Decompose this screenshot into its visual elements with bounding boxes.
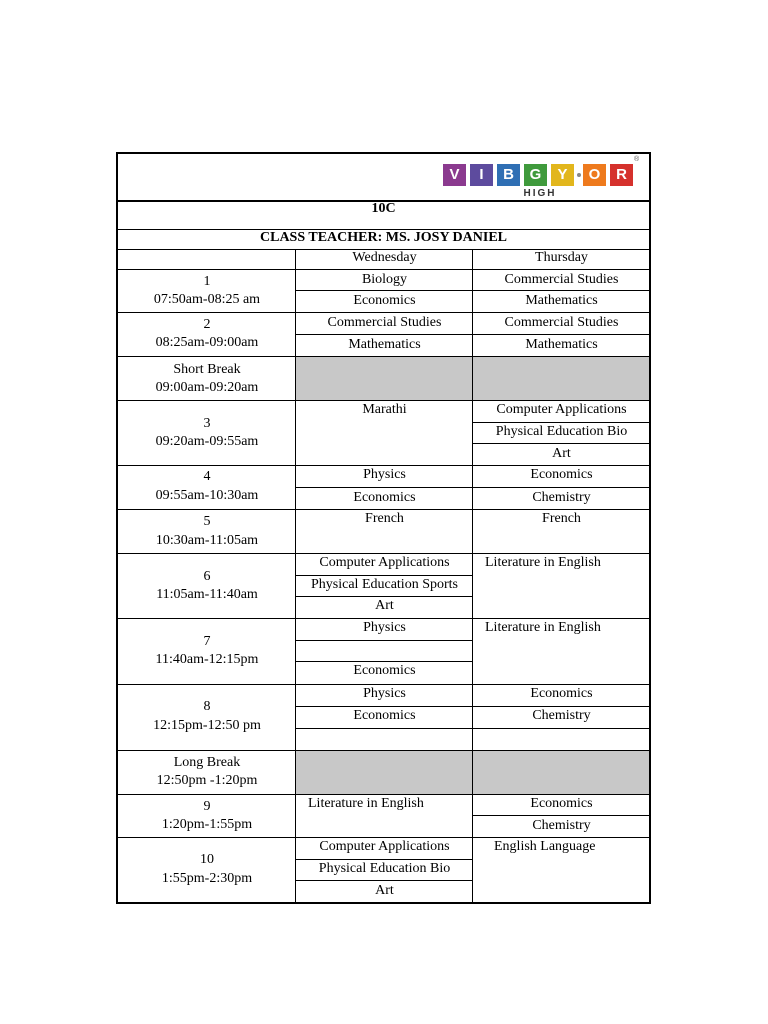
grid-line bbox=[118, 837, 649, 838]
wed-p2-subject-1: Commercial Studies bbox=[327, 315, 442, 330]
wed-p9-subject-1: Literature in English bbox=[308, 796, 424, 811]
period-1-number: 1 bbox=[203, 274, 211, 289]
short-break-cell-wednesday bbox=[296, 357, 472, 400]
period-10-number: 10 bbox=[200, 852, 214, 867]
grid-line bbox=[295, 661, 472, 662]
grid-line bbox=[295, 859, 472, 860]
period-6-number: 6 bbox=[203, 569, 211, 584]
grid-line bbox=[118, 553, 649, 554]
grid-line bbox=[118, 269, 649, 270]
wed-p10-subject-2: Physical Education Bio bbox=[318, 861, 451, 876]
wed-p1-subject-1: Biology bbox=[361, 272, 408, 287]
period-1-time: 07:50am-08:25 am bbox=[153, 292, 261, 307]
thu-p10-subject-1: English Language bbox=[494, 839, 596, 854]
period-10-time: 1:55pm-2:30pm bbox=[161, 871, 253, 886]
period-8-number: 8 bbox=[203, 699, 211, 714]
logo-registered-mark: ® bbox=[634, 156, 640, 163]
wed-p8-subject-1: Physics bbox=[363, 686, 406, 701]
long-break-label: Long Break bbox=[173, 755, 241, 770]
thu-p4-subject-1: Economics bbox=[530, 467, 593, 482]
period-4-number: 4 bbox=[203, 469, 211, 484]
logo-letter-r: R bbox=[610, 164, 633, 186]
thu-p8-subject-2: Chemistry bbox=[532, 708, 591, 723]
logo-letter-b: B bbox=[497, 164, 520, 186]
logo-letter-v: V bbox=[443, 164, 466, 186]
grid-line bbox=[118, 509, 649, 510]
thu-p3-subject-1: Computer Applications bbox=[496, 402, 627, 417]
thu-p1-subject-2: Mathematics bbox=[525, 293, 598, 308]
period-7-time: 11:40am-12:15pm bbox=[155, 652, 259, 667]
grid-line bbox=[472, 815, 649, 816]
thu-p9-subject-1: Economics bbox=[530, 796, 593, 811]
period-9-time: 1:20pm-1:55pm bbox=[161, 817, 253, 832]
thu-p3-subject-3: Art bbox=[552, 446, 571, 461]
period-3-number: 3 bbox=[203, 416, 211, 431]
grid-line bbox=[472, 728, 649, 729]
short-break-time: 09:00am-09:20am bbox=[155, 380, 259, 395]
logo-letter-g: G bbox=[524, 164, 547, 186]
period-4-time: 09:55am-10:30am bbox=[155, 488, 259, 503]
logo-subtitle: HIGH bbox=[523, 188, 557, 199]
thu-p4-subject-2: Chemistry bbox=[532, 490, 591, 505]
thu-p2-subject-2: Mathematics bbox=[525, 337, 598, 352]
period-9-number: 9 bbox=[203, 799, 211, 814]
grid-line bbox=[118, 465, 649, 466]
grid-line bbox=[472, 422, 649, 423]
logo-letter-i: I bbox=[470, 164, 493, 186]
period-6-time: 11:05am-11:40am bbox=[156, 587, 258, 602]
period-7-number: 7 bbox=[203, 634, 211, 649]
day-header-wednesday: Wednesday bbox=[352, 250, 417, 265]
wed-p3-subject-1: Marathi bbox=[362, 402, 407, 417]
period-2-time: 08:25am-09:00am bbox=[155, 335, 259, 350]
wed-p6-subject-3: Art bbox=[375, 598, 394, 613]
grid-line bbox=[295, 575, 472, 576]
thu-p1-subject-1: Commercial Studies bbox=[504, 272, 619, 287]
wed-p4-subject-1: Physics bbox=[363, 467, 406, 482]
logo-letter-y: Y bbox=[551, 164, 574, 186]
wed-p7-subject-3: Economics bbox=[353, 663, 416, 678]
long-break-cell-thursday bbox=[473, 751, 649, 794]
long-break-cell-wednesday bbox=[296, 751, 472, 794]
wed-p4-subject-2: Economics bbox=[353, 490, 416, 505]
grid-line bbox=[472, 443, 649, 444]
wed-p7-subject-1: Physics bbox=[363, 620, 406, 635]
wed-p10-subject-1: Computer Applications bbox=[319, 839, 450, 854]
grid-line bbox=[295, 880, 472, 881]
grid-line bbox=[118, 312, 649, 313]
day-header-thursday: Thursday bbox=[535, 250, 588, 265]
class-name: 10C bbox=[371, 201, 396, 216]
short-break-label: Short Break bbox=[173, 362, 241, 377]
grid-line bbox=[118, 750, 649, 751]
period-2-number: 2 bbox=[203, 317, 211, 332]
grid-line bbox=[295, 728, 472, 729]
thu-p3-subject-2: Physical Education Bio bbox=[495, 424, 628, 439]
wed-p2-subject-2: Mathematics bbox=[348, 337, 421, 352]
grid-line bbox=[118, 684, 649, 685]
wed-p6-subject-2: Physical Education Sports bbox=[311, 577, 458, 592]
wed-p8-subject-2: Economics bbox=[353, 708, 416, 723]
grid-line bbox=[118, 400, 649, 401]
wed-p6-subject-1: Computer Applications bbox=[319, 555, 450, 570]
short-break-cell-thursday bbox=[473, 357, 649, 400]
grid-line bbox=[118, 618, 649, 619]
grid-line bbox=[118, 794, 649, 795]
thu-p5-subject-1: French bbox=[542, 511, 581, 526]
grid-line bbox=[118, 356, 649, 357]
class-teacher: CLASS TEACHER: MS. JOSY DANIEL bbox=[260, 230, 507, 245]
thu-p7-subject-1: Literature in English bbox=[485, 620, 601, 635]
grid-line bbox=[295, 640, 472, 641]
thu-p9-subject-2: Chemistry bbox=[532, 818, 591, 833]
period-8-time: 12:15pm-12:50 pm bbox=[153, 718, 261, 733]
period-5-number: 5 bbox=[203, 514, 211, 529]
thu-p6-subject-1: Literature in English bbox=[485, 555, 601, 570]
wed-p10-subject-3: Art bbox=[375, 883, 394, 898]
wed-p1-subject-2: Economics bbox=[353, 293, 416, 308]
wed-p5-subject-1: French bbox=[365, 511, 404, 526]
period-3-time: 09:20am-09:55am bbox=[155, 434, 259, 449]
grid-line bbox=[295, 596, 472, 597]
period-5-time: 10:30am-11:05am bbox=[155, 533, 259, 548]
logo-dot bbox=[577, 173, 581, 177]
long-break-time: 12:50pm -1:20pm bbox=[156, 773, 258, 788]
logo-letter-o: O bbox=[583, 164, 606, 186]
thu-p2-subject-1: Commercial Studies bbox=[504, 315, 619, 330]
thu-p8-subject-1: Economics bbox=[530, 686, 593, 701]
